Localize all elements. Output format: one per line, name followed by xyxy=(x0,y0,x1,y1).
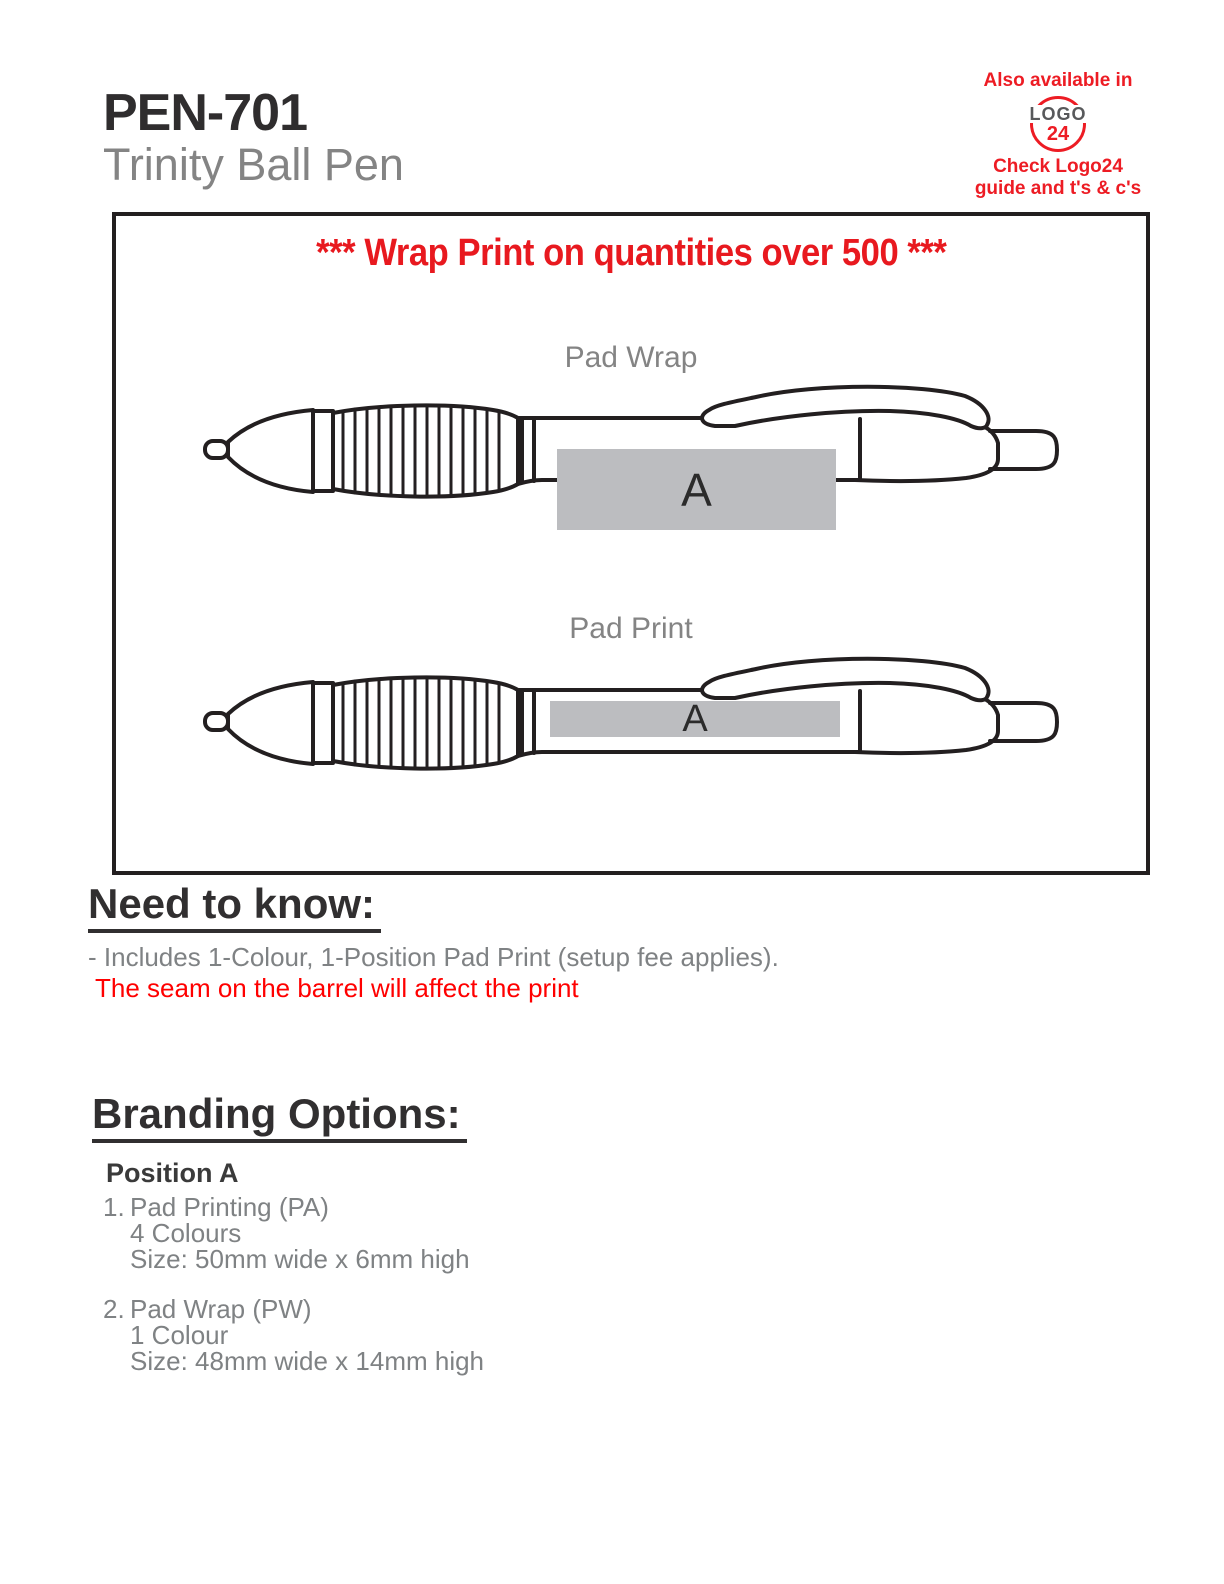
branding-options-section xyxy=(92,1092,484,1374)
branding-option-2 xyxy=(103,1296,484,1374)
wrap-print-banner: *** Wrap Print on quantities over 500 *** xyxy=(315,232,947,274)
seam-warning: The seam on the barrel will affect the print xyxy=(95,973,579,1003)
logo24-word: LOGO xyxy=(1029,104,1087,124)
option-number: 2. xyxy=(103,1294,125,1324)
option-name: Pad Wrap (PW) xyxy=(130,1294,312,1324)
option-colours: 1 Colour xyxy=(130,1320,229,1350)
also-available-text: Also available in xyxy=(983,70,1133,91)
check-logo24-line1: Check Logo24 xyxy=(993,156,1123,177)
option-size: Size: 48mm wide x 14mm high xyxy=(130,1346,485,1376)
option-details xyxy=(130,1194,470,1272)
option-details xyxy=(130,1296,484,1374)
branding-options-heading: Branding Options: xyxy=(92,1092,467,1143)
pen-illustration-pad-print xyxy=(200,657,1060,817)
logo24-block xyxy=(968,70,1148,200)
option-size: Size: 50mm wide x 6mm high xyxy=(130,1244,470,1274)
pad-print-label: Pad Print xyxy=(569,612,693,645)
option-number: 1. xyxy=(103,1192,125,1222)
option-name: Pad Printing (PA) xyxy=(130,1192,329,1222)
product-code: PEN-701 xyxy=(103,84,307,142)
product-name: Trinity Ball Pen xyxy=(103,139,404,190)
need-to-know-section xyxy=(88,882,779,1004)
check-logo24-line2: guide and t's & c's xyxy=(974,178,1142,199)
position-a-title: Position A xyxy=(106,1158,239,1188)
pad-print-print-area xyxy=(550,697,840,740)
includes-note: - Includes 1-Colour, 1-Position Pad Print (setup fee applies). xyxy=(88,942,779,972)
position-a-letter: A xyxy=(681,463,712,516)
logo24-number: 24 xyxy=(1046,123,1070,145)
branding-option-1 xyxy=(103,1194,484,1272)
pad-wrap-label: Pad Wrap xyxy=(564,341,698,374)
logo24-icon xyxy=(1030,96,1086,152)
need-to-know-heading: Need to know: xyxy=(88,882,381,933)
pad-wrap-print-area xyxy=(557,449,836,530)
position-a-letter: A xyxy=(682,697,708,740)
option-colours: 4 Colours xyxy=(130,1218,242,1248)
title-block xyxy=(103,86,404,189)
print-position-diagram xyxy=(112,212,1150,875)
